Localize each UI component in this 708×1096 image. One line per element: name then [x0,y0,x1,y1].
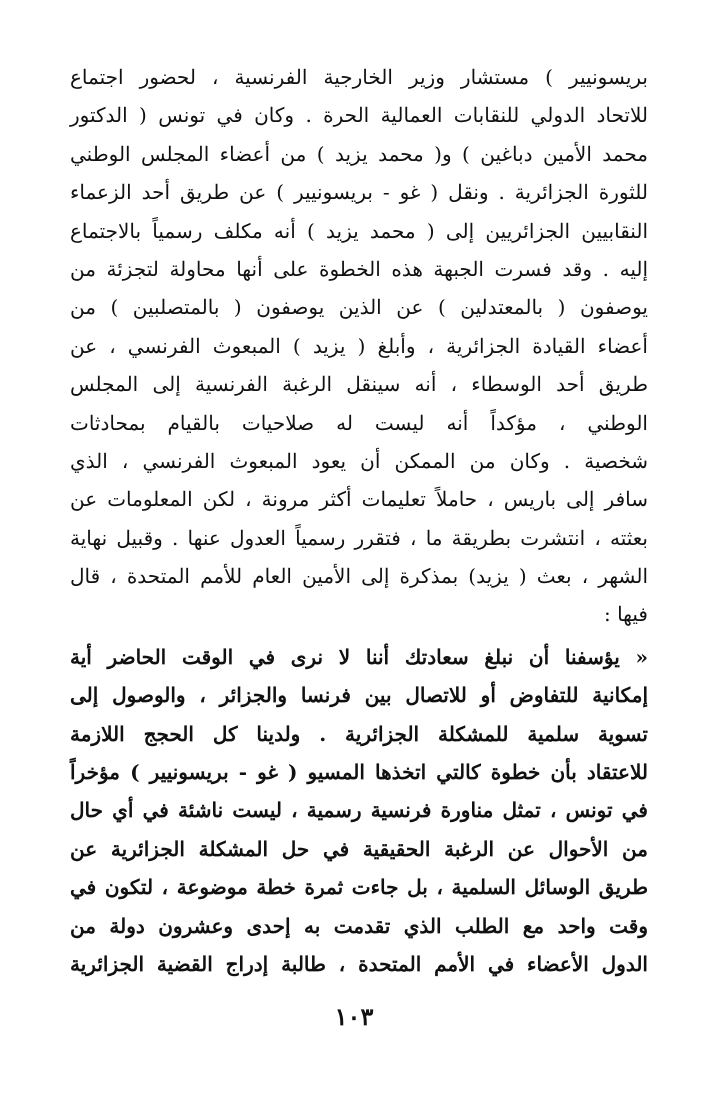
quote-line: في تونس ، تمثل مناورة فرنسية رسمية ، ليست ناشئة في أي حال [70,798,648,823]
quoted-memo-paragraph [70,638,648,984]
page-number: ١٠٣ [334,1002,374,1031]
text-line: أعضاء القيادة الجزائرية ، وأبلغ ( يزيد ) المبعوث الفرنسي ، عن [70,333,648,358]
quote-line: من الأحوال عن الرغبة الحقيقية في حل المشكلة الجزائرية عن [70,836,648,861]
book-page [70,58,648,983]
quote-line: الدول الأعضاء في الأمم المتحدة ، طالبة إدراج القضية الجزائرية [70,951,648,976]
text-line: سافر إلى باريس ، حاملاً تعليمات أكثر مرونة ، لكن المعلومات عن [70,487,648,512]
text-line: يوصفون ( بالمعتدلين ) عن الذين يوصفون ( بالمتصلبين ) من [70,295,648,320]
text-line: الوطني ، مؤكداً أنه ليست له صلاحيات بالقيام بمحادثات [70,410,648,435]
quote-line: طريق الوسائل السلمية ، بل جاءت ثمرة خطة موضوعة ، لتكون في [70,875,648,900]
text-line: إليه . وقد فسرت الجبهة هذه الخطوة على أنها محاولة لتجزئة من [70,256,648,281]
quote-line: « يؤسفنا أن نبلغ سعادتك أننا لا نرى في الوقت الحاضر أية [70,644,648,669]
text-line: النقابيين الجزائريين إلى ( محمد يزيد ) أنه مكلف رسمياً بالاجتماع [70,218,648,243]
text-line: فيها : [603,602,648,627]
quote-line: للاعتقاد بأن خطوة كالتي اتخذها المسيو ( غو - بريسونيير ) مؤخراً [70,760,648,785]
body-paragraph [70,58,648,634]
quote-line: إمكانية للتفاوض أو للاتصال بين فرنسا والجزائر ، والوصول إلى [70,683,648,708]
text-line: للثورة الجزائرية . ونقل ( غو - بريسونيير ) عن طريق أحد الزعماء [70,180,648,205]
text-line: طريق أحد الوسطاء ، أنه سينقل الرغبة الفرنسية إلى المجلس [70,372,648,397]
quote-line: تسوية سلمية للمشكلة الجزائرية . ولدينا كل الحجج اللازمة [70,721,648,746]
text-line: الشهر ، بعث ( يزيد) بمذكرة إلى الأمين العام للأمم المتحدة ، قال [70,564,648,589]
quote-line: وقت واحد مع الطلب الذي تقدمت به إحدى وعشرون دولة من [70,913,648,938]
text-line: بريسونيير ) مستشار وزير الخارجية الفرنسية ، لحضور اجتماع [70,65,648,89]
text-line: شخصية . وكان من الممكن أن يعود المبعوث الفرنسي ، الذي [70,448,648,473]
text-line: بعثته ، انتشرت بطريقة ما ، فتقرر رسمياً العدول عنها . وقبيل نهاية [70,525,648,550]
text-line: للاتحاد الدولي للنقابات العمالية الحرة . وكان في تونس ( الدكتور [70,103,648,128]
text-line: محمد الأمين دباغين ) و( محمد يزيد ) من أعضاء المجلس الوطني [70,141,648,166]
